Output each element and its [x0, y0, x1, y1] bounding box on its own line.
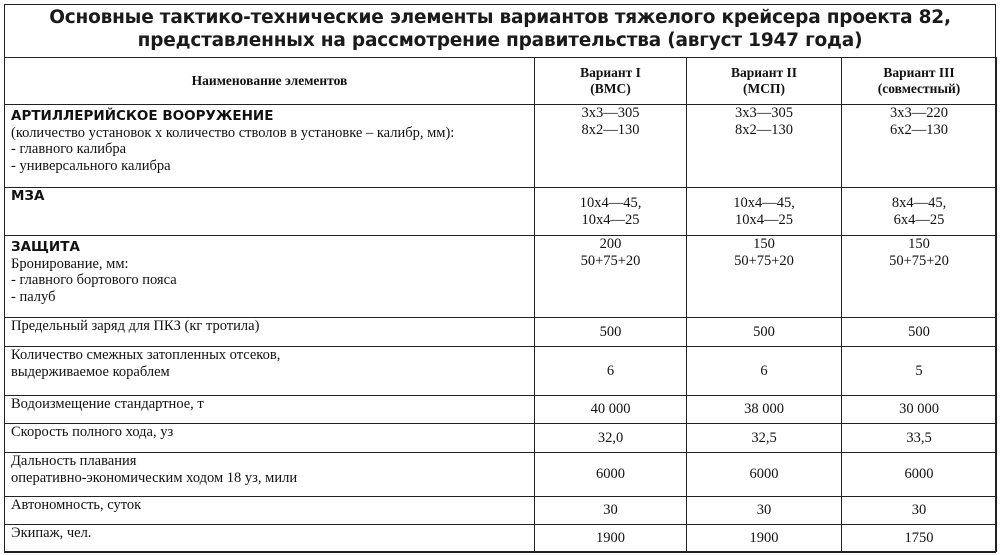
row-artillery-v1 — [535, 105, 687, 188]
row-artillery-universal: - универсального калибра — [11, 157, 171, 174]
row-artillery-main: - главного калибра — [11, 141, 127, 157]
row-compartments-v1: 6 — [535, 347, 687, 396]
header-variant-3 — [842, 58, 997, 105]
row-range-v1: 6000 — [535, 453, 687, 497]
row-protection-v2 — [687, 236, 842, 318]
cell-value: 8x2—130 — [735, 121, 793, 138]
cell-value: 10x4—45, — [733, 195, 795, 211]
header-variant-3-sub: (совместный) — [877, 81, 961, 96]
cell-value: 10x4—25 — [735, 211, 793, 228]
cell-value: 50+75+20 — [889, 252, 949, 269]
row-autonomy-v1: 30 — [535, 497, 687, 525]
row-range-v3: 6000 — [842, 453, 997, 497]
row-speed — [5, 424, 997, 453]
row-displacement-v2: 38 000 — [687, 396, 842, 424]
row-compartments-line-1: Количество смежных затопленных отсеков, — [11, 347, 281, 363]
section-heading: ЗАЩИТА — [11, 239, 80, 255]
row-mza-v1 — [535, 188, 687, 236]
header-variant-1 — [535, 58, 687, 105]
title-line-1: Основные тактико-технические элементы вариантов тяжелого крейсера проекта 82, — [49, 7, 951, 28]
row-mza-v3 — [842, 188, 997, 236]
row-artillery-name — [5, 105, 535, 188]
row-artillery-note: (количество установок х количество стволов в установке – калибр, мм): — [11, 124, 455, 141]
row-artillery-v2 — [687, 105, 842, 188]
row-charge-name: Предельный заряд для ПКЗ (кг тротила) — [5, 318, 535, 347]
row-speed-name: Скорость полного хода, уз — [5, 424, 535, 453]
row-artillery-v3 — [842, 105, 997, 188]
cell-value: 200 — [599, 236, 622, 252]
row-charge — [5, 318, 997, 347]
cell-value: 10x4—25 — [581, 211, 640, 228]
row-crew — [5, 525, 997, 552]
row-charge-v3: 500 — [842, 318, 997, 347]
cell-value: 50+75+20 — [580, 252, 641, 269]
header-variant-2-sub: (МСП) — [743, 81, 785, 96]
section-heading: АРТИЛЛЕРИЙСКОЕ ВООРУЖЕНИЕ — [11, 108, 274, 124]
row-protection — [5, 236, 997, 318]
row-crew-v2: 1900 — [687, 525, 842, 552]
row-protection-v1 — [535, 236, 687, 318]
cell-value: 8x4—45, — [891, 195, 947, 211]
row-compartments — [5, 347, 997, 396]
cell-value: 50+75+20 — [734, 252, 794, 269]
row-mza-v2 — [687, 188, 842, 236]
spec-table — [4, 57, 997, 552]
cell-value: 150 — [908, 236, 930, 252]
row-displacement-v1: 40 000 — [535, 396, 687, 424]
row-compartments-v2: 6 — [687, 347, 842, 396]
row-charge-v2: 500 — [687, 318, 842, 347]
row-crew-name: Экипаж, чел. — [5, 525, 535, 552]
row-protection-name — [5, 236, 535, 318]
section-heading: МЗА — [11, 188, 45, 204]
cell-value: 3x3—305 — [581, 105, 640, 121]
row-speed-v3: 33,5 — [842, 424, 997, 453]
row-autonomy-v2: 30 — [687, 497, 842, 525]
row-autonomy-v3: 30 — [842, 497, 997, 525]
row-charge-v1: 500 — [535, 318, 687, 347]
row-range-v2: 6000 — [687, 453, 842, 497]
cell-value: 3x3—220 — [890, 105, 948, 121]
cell-value: 6x4—25 — [893, 211, 945, 228]
header-variant-2 — [687, 58, 842, 105]
cell-value: 10x4—45, — [579, 195, 642, 211]
row-protection-v3 — [842, 236, 997, 318]
cell-value: 8x2—130 — [581, 121, 640, 138]
header-row — [5, 58, 997, 105]
row-autonomy — [5, 497, 997, 525]
cell-value: 150 — [753, 236, 775, 252]
row-speed-v1: 32,0 — [535, 424, 687, 453]
row-artillery — [5, 105, 997, 188]
row-protection-belt: - главного бортового пояса — [11, 272, 177, 288]
row-range-line-1: Дальность плавания — [11, 453, 137, 469]
title-line-2: представленных на рассмотрение правительства (август 1947 года) — [137, 30, 863, 51]
page-title — [4, 6, 996, 58]
row-mza-name — [5, 188, 535, 236]
row-compartments-name — [5, 347, 535, 396]
cell-value: 6x2—130 — [890, 121, 948, 138]
row-compartments-v3: 5 — [842, 347, 997, 396]
row-range-name — [5, 453, 535, 497]
row-protection-armor: Бронирование, мм: — [11, 255, 129, 272]
row-speed-v2: 32,5 — [687, 424, 842, 453]
row-protection-decks: - палуб — [11, 288, 56, 305]
row-displacement — [5, 396, 997, 424]
row-crew-v1: 1900 — [535, 525, 687, 552]
header-variant-1-sub: (ВМС) — [590, 81, 631, 96]
header-name: Наименование элементов — [5, 58, 535, 105]
row-compartments-line-2: выдерживаемое кораблем — [11, 363, 170, 380]
row-displacement-v3: 30 000 — [842, 396, 997, 424]
header-variant-1-label: Вариант I — [580, 65, 641, 80]
header-variant-2-label: Вариант II — [730, 65, 798, 80]
cell-value: 3x3—305 — [735, 105, 793, 121]
row-mza — [5, 188, 997, 236]
header-variant-3-label: Вариант III — [883, 65, 955, 80]
row-displacement-name: Водоизмещение стандартное, т — [5, 396, 535, 424]
row-range-line-2: оперативно-экономическим ходом 18 уз, мили — [11, 469, 298, 486]
row-crew-v3: 1750 — [842, 525, 997, 552]
row-autonomy-name: Автономность, суток — [5, 497, 535, 525]
row-range — [5, 453, 997, 497]
